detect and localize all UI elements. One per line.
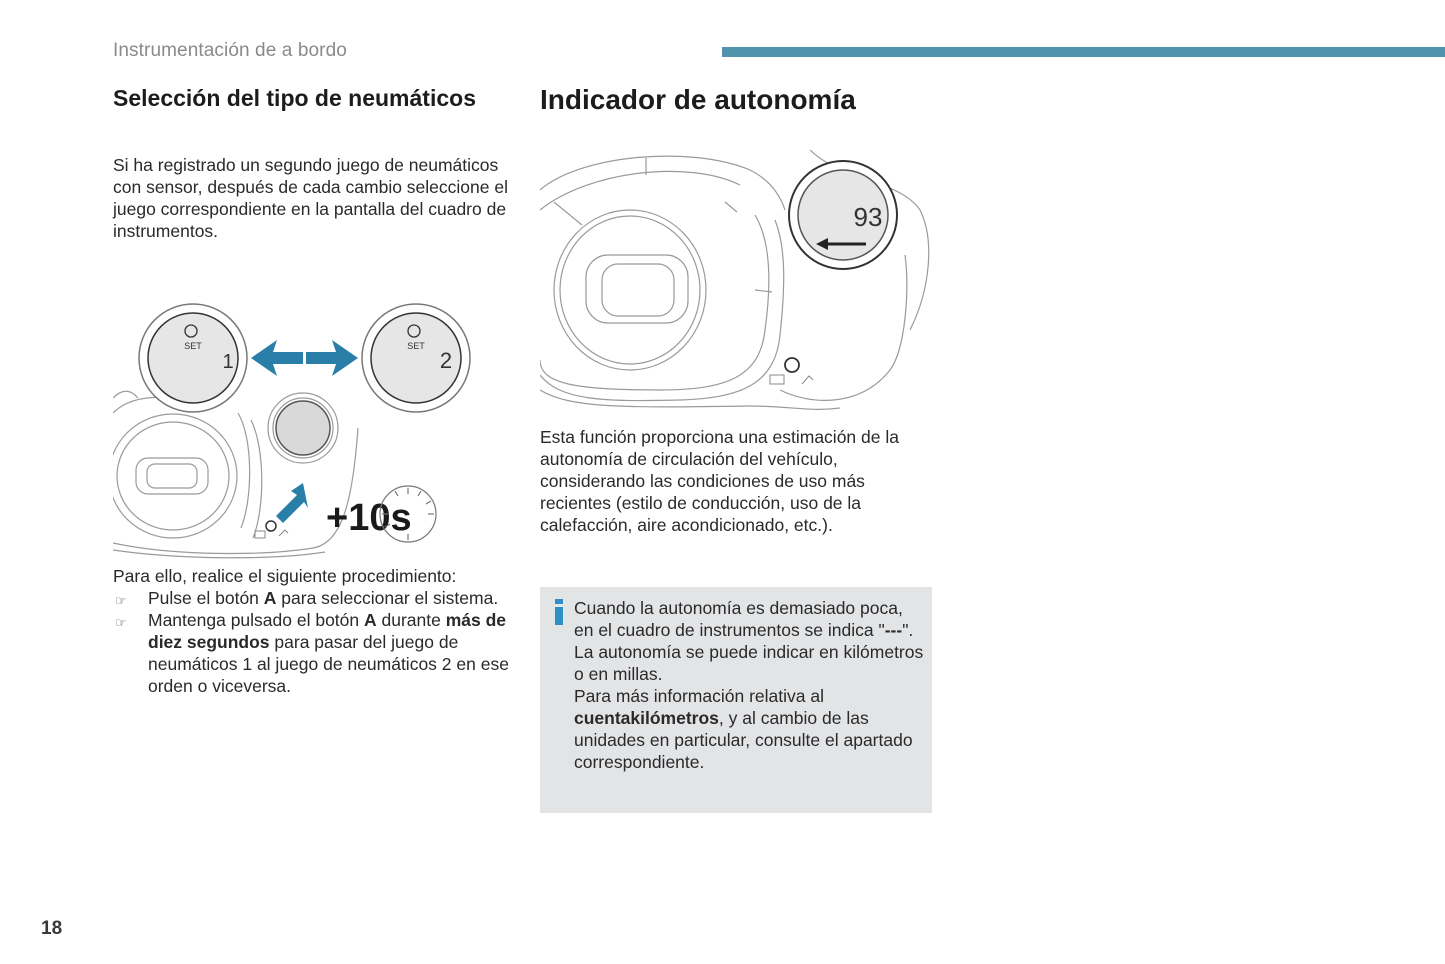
small-button-icon bbox=[785, 358, 799, 372]
info-line-1: Cuando la autonomía es demasiado poca, en el cuadro de instrumentos se indica "---". bbox=[574, 598, 914, 640]
procedure-steps bbox=[113, 587, 513, 697]
procedure-text bbox=[113, 565, 513, 697]
procedure-intro: Para ello, realice el siguiente procedimiento: bbox=[113, 566, 457, 586]
range-indicator-figure bbox=[540, 150, 932, 412]
range-display-dial bbox=[789, 161, 897, 269]
dial1-value: 1 bbox=[222, 351, 234, 373]
tyre-selection-heading: Selección del tipo de neumáticos bbox=[113, 85, 476, 111]
tyre-dial-2 bbox=[362, 304, 470, 412]
settings-icon bbox=[802, 376, 813, 384]
tyre-selection-figure bbox=[113, 298, 513, 560]
pointing-hand-icon: ☞ bbox=[115, 615, 127, 630]
dial1-set-label: SET bbox=[184, 341, 202, 351]
dial2-set-label: SET bbox=[407, 341, 425, 351]
display-icon bbox=[770, 375, 784, 384]
info-note-box bbox=[540, 587, 932, 813]
speedo-outline bbox=[113, 414, 237, 538]
info-note-text bbox=[574, 597, 926, 773]
double-arrow-icon bbox=[251, 340, 358, 376]
range-value: 93 bbox=[853, 202, 883, 232]
small-button-icon bbox=[266, 521, 276, 531]
speedo-outline bbox=[554, 210, 706, 370]
running-header: Instrumentación de a bordo bbox=[113, 40, 347, 61]
tyre-intro-paragraph: Si ha registrado un segundo juego de neumáticos con sensor, después de cada cambio seleccione el juego correspondiente en la pantalla del cuadro de instrumentos. bbox=[113, 155, 508, 241]
press-arrow-icon bbox=[276, 483, 308, 523]
dial2-value: 2 bbox=[439, 348, 453, 373]
info-line-2: La autonomía se puede indicar en kilómetros o en millas. bbox=[574, 642, 924, 684]
cluster-outline bbox=[540, 156, 785, 210]
tyre-dial-1 bbox=[139, 304, 247, 412]
info-line-3: Para más información relativa al cuentakilómetros, y al cambio de las unidades en particular, consulte el apartado correspondiente. bbox=[574, 686, 913, 772]
range-description: Esta función proporciona una estimación de la autonomía de circulación del vehículo, considerando las condiciones de uso más recientes (estilo de conducción, uso de la calefacción, aire acondicionado, etc.). bbox=[540, 427, 899, 535]
settings-icon bbox=[279, 530, 288, 536]
range-indicator-heading: Indicador de autonomía bbox=[540, 84, 856, 115]
pointing-hand-icon: ☞ bbox=[115, 593, 127, 608]
display-icon bbox=[255, 531, 265, 538]
info-icon bbox=[552, 597, 566, 627]
procedure-step-1: ☞ Pulse el botón A para seleccionar el sistema. bbox=[113, 587, 513, 609]
timer-label: +10s bbox=[326, 497, 412, 539]
procedure-step-2: ☞ Mantenga pulsado el botón A durante más de diez segundos para pasar del juego de neumáticos 1 al juego de neumáticos 2 en ese orden o viceversa. bbox=[115, 610, 509, 696]
button-a bbox=[276, 401, 330, 455]
page-number: 18 bbox=[41, 918, 63, 939]
header-accent-bar bbox=[722, 47, 1445, 57]
